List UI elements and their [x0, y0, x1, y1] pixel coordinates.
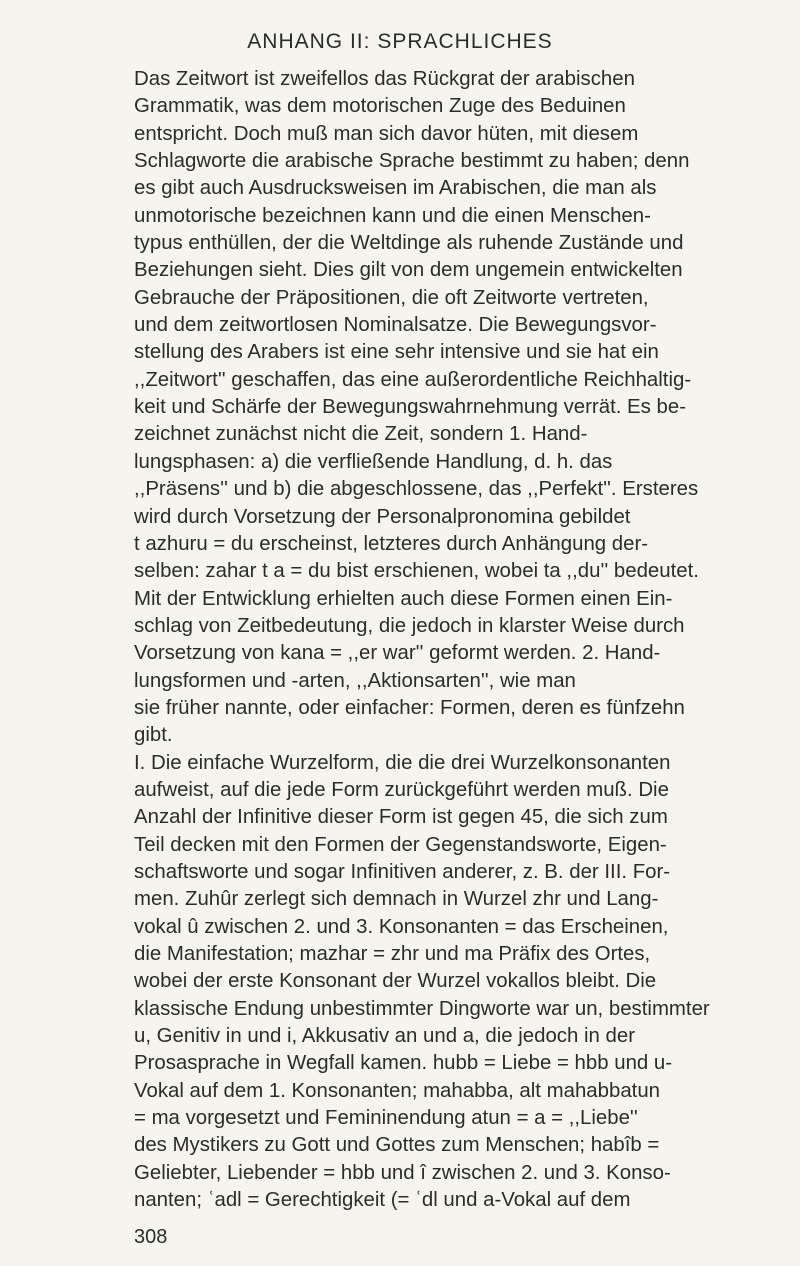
page-number: 308: [134, 1226, 168, 1248]
text-line: aufweist, auf die jede Form zurückgeführt werden muß. Die: [134, 778, 669, 801]
text-line: klassische Endung unbestimmter Dingworte war un, bestimmter: [134, 997, 710, 1020]
text-line: = ma vorgesetzt und Femininendung atun = a = ,,Liebe'': [134, 1107, 638, 1130]
running-header: ANHANG II: SPRACHLICHES: [247, 30, 553, 53]
text-line: sie früher nannte, oder einfacher: Formen, deren es fünfzehn: [134, 696, 685, 719]
text-line: gibt.: [134, 724, 173, 747]
text-line: Teil decken mit den Formen der Gegenstandsworte, Eigen-: [134, 833, 667, 856]
text-line: unmotorische bezeichnen kann und die einen Menschen-: [134, 204, 651, 227]
text-line: men. Zuhûr zerlegt sich demnach in Wurzel zhr und Lang-: [134, 888, 659, 911]
text-line: Vokal auf dem 1. Konsonanten; mahabba, alt mahabbatun: [134, 1079, 661, 1102]
text-line: keit und Schärfe der Bewegungswahrnehmung verrät. Es be-: [134, 396, 686, 419]
text-line: Geliebter, Liebender = hbb und î zwischen 2. und 3. Konso-: [134, 1161, 671, 1184]
text-line: und dem zeitwortlosen Nominalsatze. Die Bewegungsvor-: [134, 314, 657, 337]
text-line: lungsformen und -arten, ,,Aktionsarten'', wie man: [134, 669, 576, 692]
text-line: entspricht. Doch muß man sich davor hüten, mit diesem: [134, 122, 639, 145]
text-line: Vorsetzung von kana = ,,er war'' geformt werden. 2. Hand-: [134, 642, 661, 665]
text-line: lungsphasen: a) die verfließende Handlung, d. h. das: [134, 450, 613, 473]
text-line: wobei der erste Konsonant der Wurzel vokallos bleibt. Die: [134, 970, 657, 993]
text-line: t azhuru = du erscheinst, letzteres durch Anhängung der-: [134, 532, 649, 555]
text-line: selben: zahar t a = du bist erschienen, wobei ta ,,du'' bedeutet.: [134, 560, 699, 583]
text-line: Gebrauche der Präpositionen, die oft Zeitworte vertreten,: [134, 286, 649, 309]
text-line: Das Zeitwort ist zweifellos das Rückgrat der arabischen: [134, 68, 635, 90]
text-line: Anzahl der Infinitive dieser Form ist gegen 45, die sich zum: [134, 806, 668, 829]
text-line: wird durch Vorsetzung der Personalpronomina gebildet: [134, 505, 631, 528]
text-line: stellung des Arabers ist eine sehr intensive und sie hat ein: [134, 341, 659, 364]
text-line: I. Die einfache Wurzelform, die die drei Wurzelkonsonanten: [134, 751, 671, 774]
text-line: die Manifestation; mazhar = zhr und ma Präfix des Ortes,: [134, 943, 651, 965]
text-line: es gibt auch Ausdrucksweisen im Arabischen, die man als: [134, 177, 657, 200]
text-line: des Mystikers zu Gott und Gottes zum Menschen; habîb =: [134, 1134, 660, 1157]
text-line: Mit der Entwicklung erhielten auch diese Formen einen Ein-: [134, 587, 673, 610]
text-line: vokal û zwischen 2. und 3. Konsonanten = das Erscheinen,: [134, 915, 669, 938]
text-line: Schlagworte die arabische Sprache bestimmt zu haben; denn: [134, 150, 690, 173]
text-line: zeichnet zunächst nicht die Zeit, sondern 1. Hand-: [134, 423, 588, 446]
text-line: Beziehungen sieht. Dies gilt von dem ungemein entwickelten: [134, 259, 683, 282]
text-line: u, Genitiv in und i, Akkusativ an und a, die jedoch in der: [134, 1025, 636, 1048]
text-line: ,,Präsens'' und b) die abgeschlossene, das ,,Perfekt''. Ersteres: [134, 478, 699, 501]
text-line: schlag von Zeitbedeutung, die jedoch in klarster Weise durch: [134, 614, 685, 637]
text-line: typus enthüllen, der die Weltdinge als ruhende Zustände und: [134, 232, 684, 255]
body-text: [134, 66, 764, 1214]
text-line: ,,Zeitwort'' geschaffen, das eine außerordentliche Reichhaltig-: [134, 368, 692, 391]
text-line: Prosasprache in Wegfall kamen. hubb = Liebe = hbb und u-: [134, 1052, 673, 1075]
text-line: nanten; ʿadl = Gerechtigkeit (= ʿdl und a-Vokal auf dem: [134, 1189, 631, 1212]
text-line: Grammatik, was dem motorischen Zuge des Beduinen: [134, 95, 626, 118]
text-line: schaftsworte und sogar Infinitiven anderer, z. B. der III. For-: [134, 860, 671, 883]
